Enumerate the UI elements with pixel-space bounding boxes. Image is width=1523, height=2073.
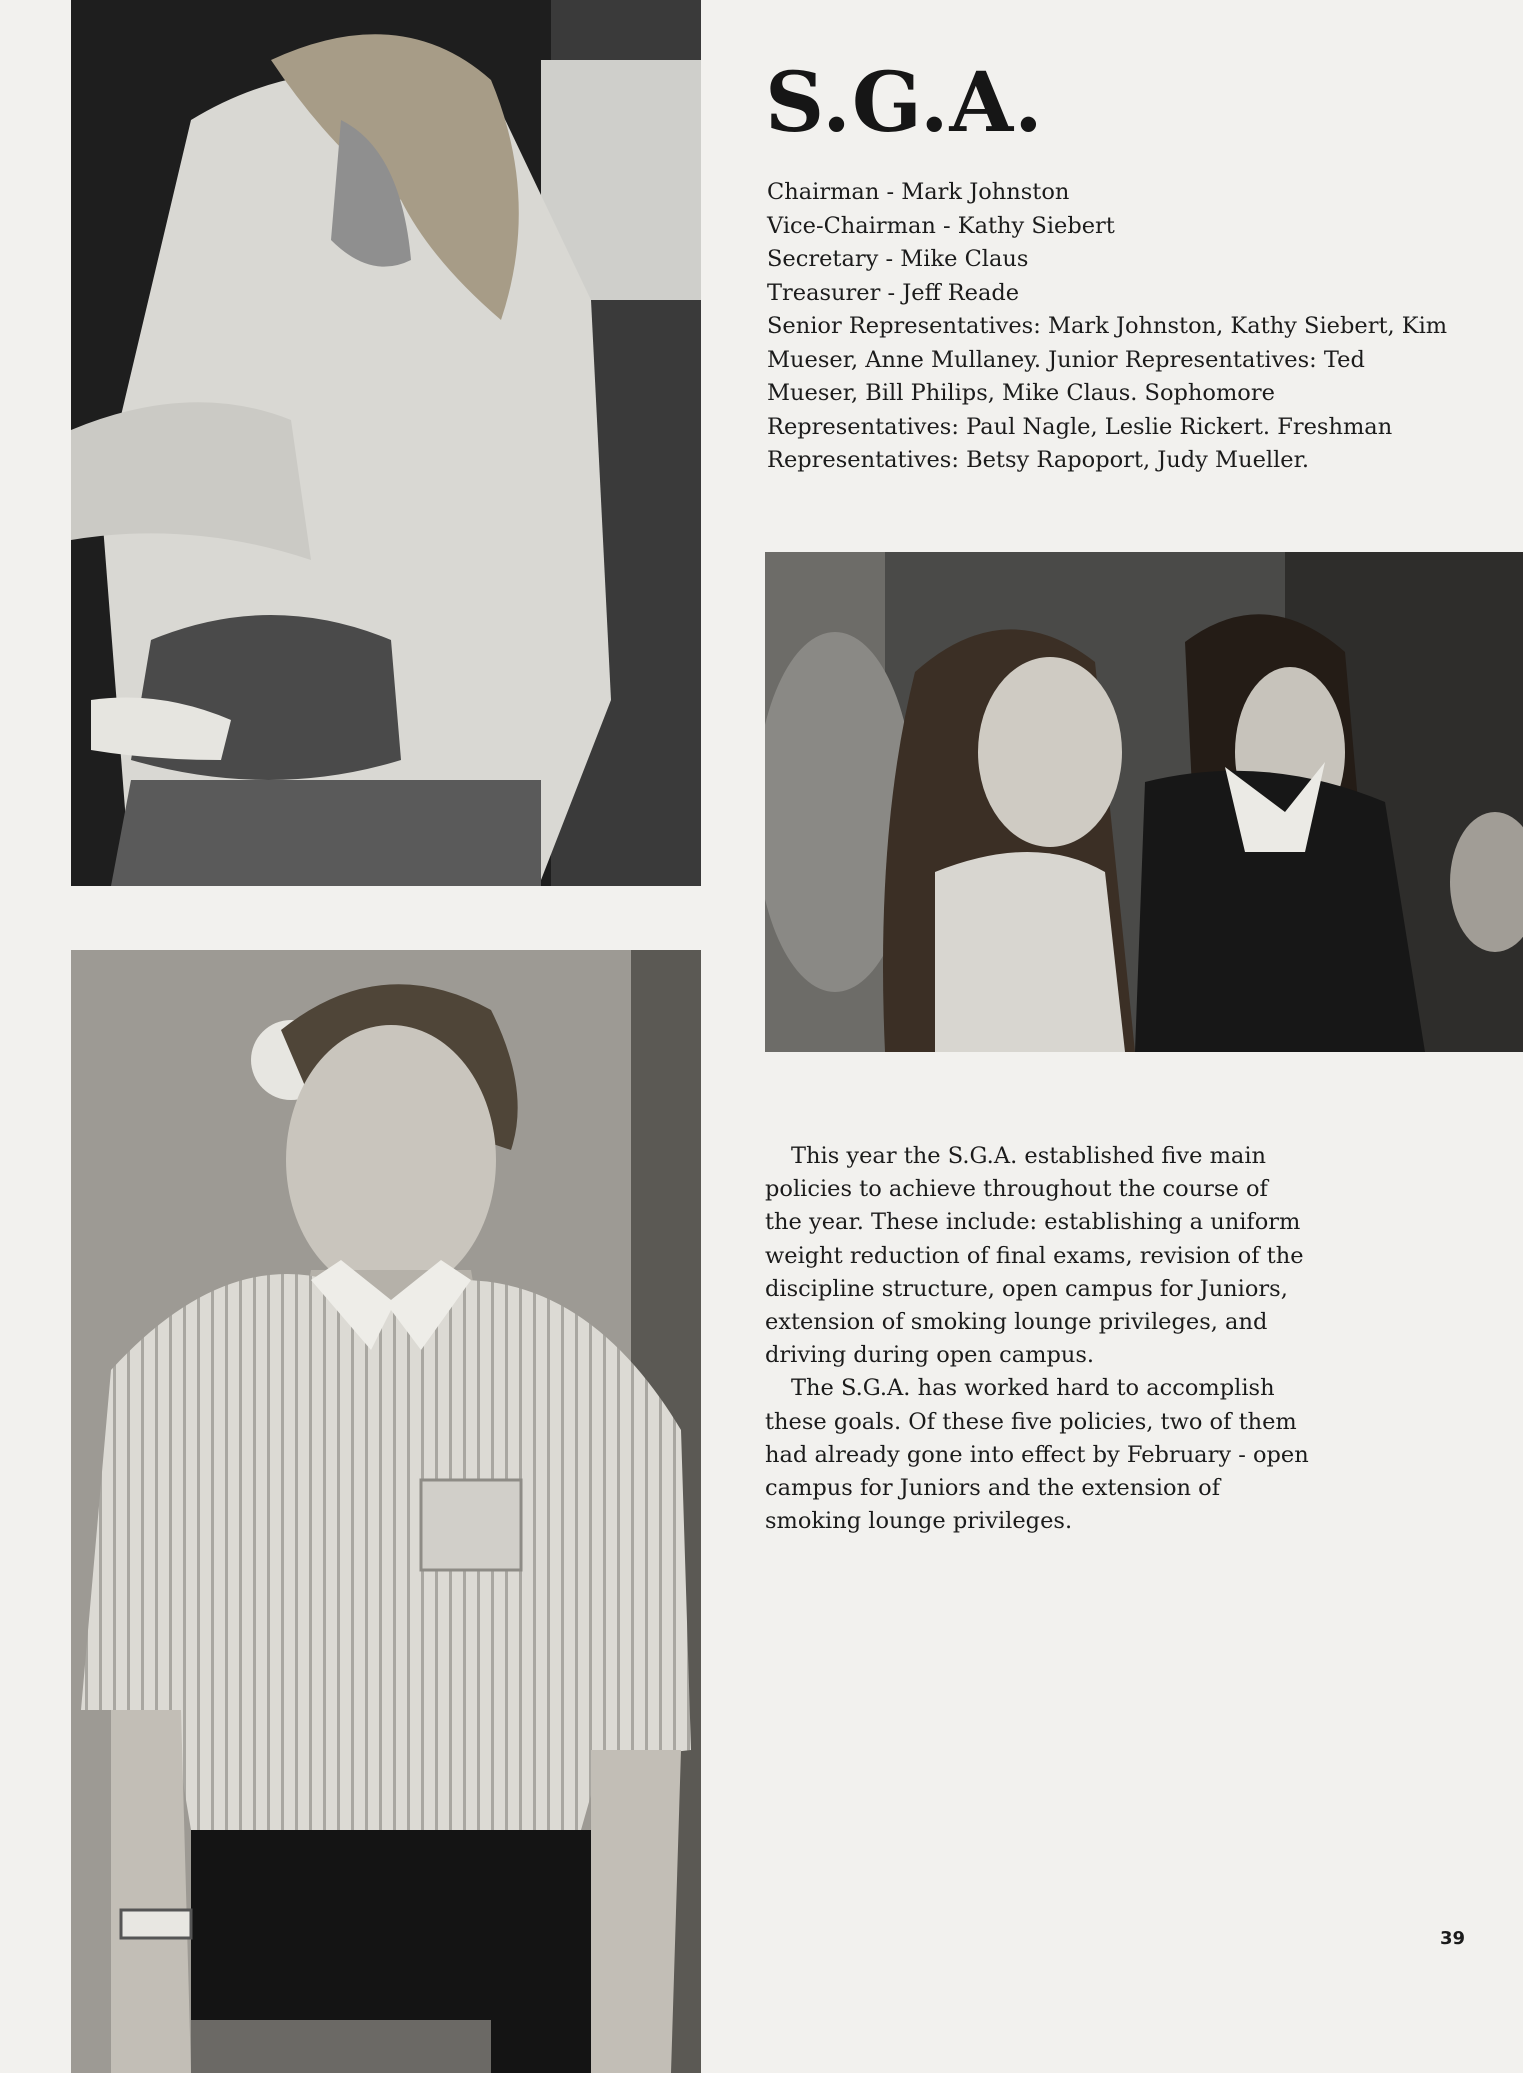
- officer-vice-chairman: Vice-Chairman - Kathy Siebert: [767, 212, 1115, 239]
- officer-secretary: Secretary - Mike Claus: [767, 246, 1029, 272]
- officer-treasurer: Treasurer - Jeff Reade: [767, 279, 1020, 306]
- officer-chairman: Chairman - Mark Johnston: [767, 179, 1070, 205]
- article-paragraph-2: The S.G.A. has worked hard to accomplish these goals. Of these five policies, two of them had already gone into effect by February - open campus for Juniors and the extension of smoking lounge privileges.: [765, 1375, 1309, 1535]
- photo-student-striped-shirt: [71, 950, 701, 2073]
- article-body: [765, 1140, 1310, 1538]
- photo-student-dotted-blouse: [71, 0, 701, 886]
- page-title: S.G.A.: [765, 55, 1044, 151]
- class-representatives: Senior Representatives: Mark Johnston, Kathy Siebert, Kim Mueser, Anne Mullaney. Junior Representatives: Ted Mueser, Bill Philips, Mike Claus. Sophomore Representatives: Paul Nagle, Leslie Rickert. Freshman Representatives: Betsy Rapoport, Judy Mueller.: [767, 313, 1448, 473]
- photo-students-profile: [765, 552, 1523, 1052]
- officer-roster: [767, 176, 1457, 478]
- page-number: 39: [1440, 1928, 1466, 1949]
- article-paragraph-1: This year the S.G.A. established five main policies to achieve throughout the course of the year. These include: establishing a uniform weight reduction of final exams, revision of the discipline structure, open campus for Juniors, extension of smoking lounge privileges, and driving during open campus.: [765, 1143, 1304, 1369]
